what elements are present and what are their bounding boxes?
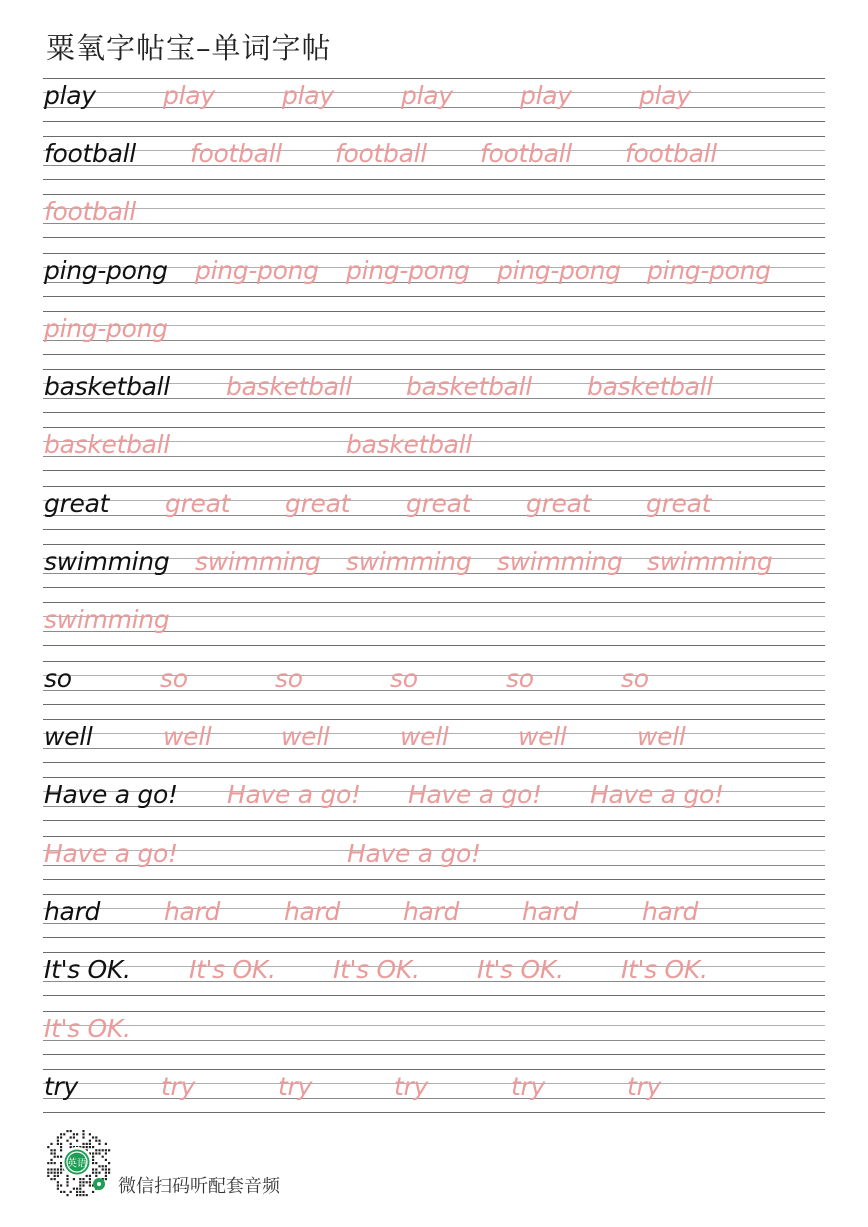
guide-line — [43, 820, 825, 821]
trace-word: basketball — [346, 430, 472, 459]
guide-line — [43, 544, 825, 545]
page-title: 粟氧字帖宝–单词字帖 — [46, 31, 332, 65]
trace-word: hard — [522, 897, 579, 926]
guide-line — [43, 194, 825, 195]
trace-word: try — [394, 1072, 428, 1101]
trace-word: try — [161, 1072, 195, 1101]
guide-line — [43, 937, 825, 938]
guide-line — [43, 223, 825, 224]
model-word: basketball — [44, 372, 170, 401]
guide-line — [43, 836, 825, 837]
model-word: football — [44, 139, 136, 168]
practice-row — [43, 427, 825, 471]
practice-row — [43, 78, 825, 122]
guide-line — [43, 645, 825, 646]
guide-line — [43, 704, 825, 705]
trace-word: ping-pong — [497, 256, 621, 285]
guide-line — [43, 486, 825, 487]
guide-line — [43, 1025, 825, 1026]
trace-word: play — [520, 81, 572, 110]
practice-row — [43, 836, 825, 880]
guide-line — [43, 296, 825, 297]
model-word: ping-pong — [44, 256, 168, 285]
trace-word: well — [281, 722, 330, 751]
qr-code-icon[interactable] — [42, 1128, 112, 1198]
trace-word: so — [506, 664, 534, 693]
trace-word: so — [621, 664, 649, 693]
footer-caption: 微信扫码听配套音频 — [118, 1176, 280, 1197]
practice-row — [43, 369, 825, 413]
guide-line — [43, 1011, 825, 1012]
trace-word: basketball — [406, 372, 532, 401]
trace-word: hard — [164, 897, 221, 926]
trace-word: football — [480, 139, 572, 168]
practice-row — [43, 894, 825, 938]
guide-line — [43, 661, 825, 662]
guide-line — [43, 1054, 825, 1055]
trace-word: Have a go! — [590, 780, 724, 809]
model-word: play — [44, 81, 96, 110]
practice-row — [43, 719, 825, 763]
trace-word: well — [637, 722, 686, 751]
trace-word: basketball — [226, 372, 352, 401]
practice-row — [43, 253, 825, 297]
guide-line — [43, 879, 825, 880]
trace-word: so — [390, 664, 418, 693]
practice-row — [43, 1011, 825, 1055]
guide-line — [43, 894, 825, 895]
trace-word: basketball — [44, 430, 170, 459]
trace-word: swimming — [346, 547, 472, 576]
guide-line — [43, 587, 825, 588]
guide-line — [43, 237, 825, 238]
trace-word: swimming — [647, 547, 773, 576]
practice-row — [43, 952, 825, 996]
practice-row — [43, 544, 825, 588]
trace-word: football — [44, 197, 136, 226]
trace-word: swimming — [497, 547, 623, 576]
trace-word: hard — [642, 897, 699, 926]
trace-word: play — [401, 81, 453, 110]
trace-word: well — [163, 722, 212, 751]
qr-badge-label: 英语 — [67, 1158, 87, 1170]
guide-line — [43, 208, 825, 209]
practice-row — [43, 777, 825, 821]
model-word: swimming — [44, 547, 170, 576]
trace-word: try — [511, 1072, 545, 1101]
model-word: hard — [44, 897, 101, 926]
guide-line — [43, 1040, 825, 1041]
trace-word: well — [518, 722, 567, 751]
guide-line — [43, 529, 825, 530]
practice-row — [43, 661, 825, 705]
trace-word: try — [627, 1072, 661, 1101]
trace-word: ping-pong — [44, 314, 168, 343]
trace-word: play — [639, 81, 691, 110]
practice-row — [43, 602, 825, 646]
trace-word: It's OK. — [333, 955, 420, 984]
guide-line — [43, 121, 825, 122]
guide-line — [43, 777, 825, 778]
trace-word: football — [190, 139, 282, 168]
practice-row — [43, 194, 825, 238]
trace-word: great — [406, 489, 472, 518]
trace-word: football — [625, 139, 717, 168]
guide-line — [43, 995, 825, 996]
guide-line — [43, 78, 825, 79]
trace-word: Have a go! — [227, 780, 361, 809]
trace-word: ping-pong — [346, 256, 470, 285]
model-word: try — [44, 1072, 78, 1101]
practice-row — [43, 136, 825, 180]
trace-word: It's OK. — [44, 1014, 131, 1043]
trace-word: hard — [284, 897, 341, 926]
trace-word: hard — [403, 897, 460, 926]
practice-row — [43, 311, 825, 355]
model-word: so — [44, 664, 72, 693]
model-word: It's OK. — [44, 955, 131, 984]
guide-line — [43, 311, 825, 312]
guide-line — [43, 369, 825, 370]
trace-word: ping-pong — [647, 256, 771, 285]
trace-word: play — [282, 81, 334, 110]
trace-word: Have a go! — [347, 839, 481, 868]
trace-word: well — [400, 722, 449, 751]
guide-line — [43, 719, 825, 720]
trace-word: Have a go! — [408, 780, 542, 809]
guide-line — [43, 952, 825, 953]
trace-word: great — [526, 489, 592, 518]
trace-word: swimming — [195, 547, 321, 576]
guide-line — [43, 136, 825, 137]
trace-word: great — [285, 489, 351, 518]
trace-word: try — [278, 1072, 312, 1101]
trace-word: so — [160, 664, 188, 693]
guide-line — [43, 1069, 825, 1070]
trace-word: swimming — [44, 605, 170, 634]
trace-word: ping-pong — [195, 256, 319, 285]
trace-word: Have a go! — [44, 839, 178, 868]
practice-row — [43, 1069, 825, 1113]
guide-line — [43, 470, 825, 471]
trace-word: so — [275, 664, 303, 693]
trace-word: play — [163, 81, 215, 110]
practice-row — [43, 486, 825, 530]
guide-line — [43, 981, 825, 982]
guide-line — [43, 179, 825, 180]
model-word: great — [44, 489, 110, 518]
trace-word: It's OK. — [477, 955, 564, 984]
trace-word: basketball — [587, 372, 713, 401]
guide-line — [43, 412, 825, 413]
trace-word: It's OK. — [189, 955, 276, 984]
guide-line — [43, 427, 825, 428]
model-word: Have a go! — [44, 780, 178, 809]
trace-word: It's OK. — [621, 955, 708, 984]
guide-line — [43, 762, 825, 763]
guide-line — [43, 602, 825, 603]
trace-word: great — [646, 489, 712, 518]
trace-word: football — [335, 139, 427, 168]
guide-line — [43, 253, 825, 254]
model-word: well — [44, 722, 93, 751]
guide-line — [43, 354, 825, 355]
trace-word: great — [165, 489, 231, 518]
guide-line — [43, 966, 825, 967]
guide-line — [43, 1112, 825, 1113]
